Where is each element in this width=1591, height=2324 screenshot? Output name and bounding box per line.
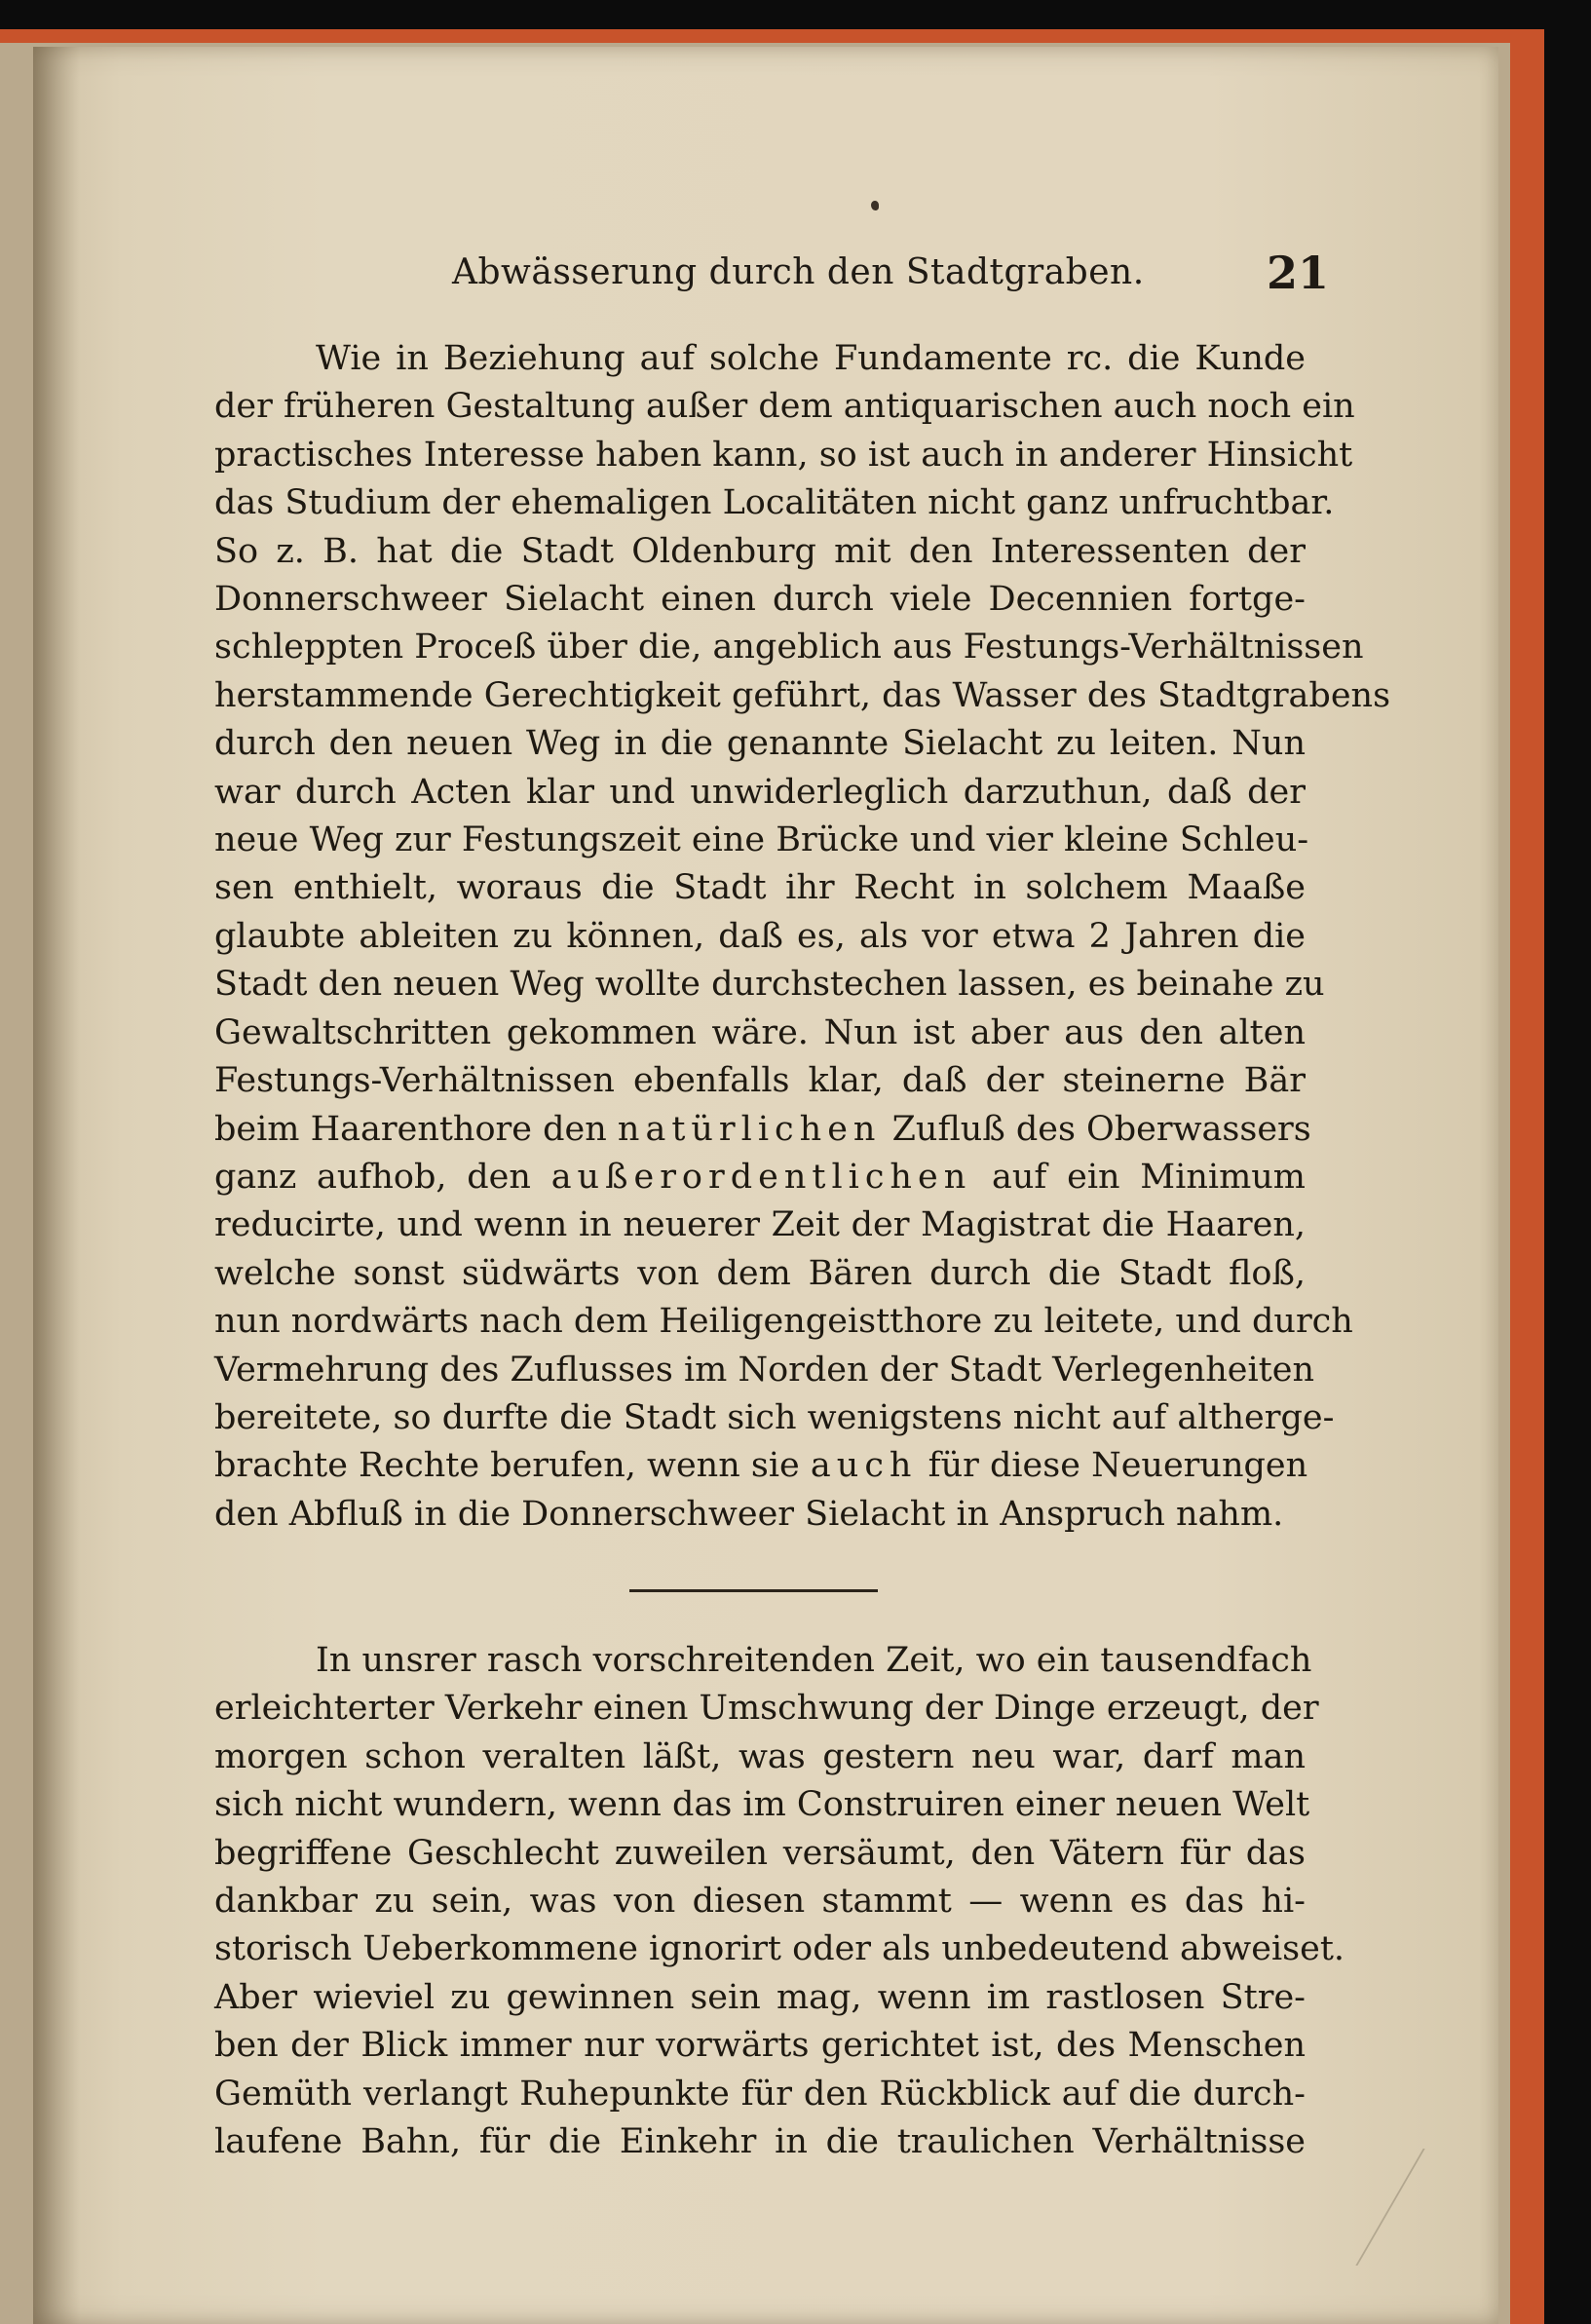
- text-line: das Studium der ehemaligen Localitäten nicht ganz unfruchtbar.: [214, 483, 1335, 523]
- text-line: morgen schon veralten läßt, was gestern neu war, darf man: [214, 1736, 1306, 1776]
- text-line: erleichterter Verkehr einen Umschwung der Dinge erzeugt, der: [214, 1689, 1319, 1729]
- text-line: Wie in Beziehung auf solche Fundamente rc. die Kunde: [316, 339, 1306, 378]
- text-line: den Abfluß in die Donnerschweer Sielacht in Anspruch nahm.: [214, 1494, 1284, 1534]
- paragraph-2-wrapper: [214, 1637, 1345, 2166]
- text-segment: brachte Rechte berufen, wenn sie: [214, 1446, 800, 1486]
- ink-speck: [871, 201, 879, 210]
- emphasized-word: natürlichen: [617, 1109, 882, 1149]
- text-line: practisches Interesse haben kann, so ist auch in anderer Hinsicht: [214, 435, 1353, 475]
- text-line: bereitete, so durfte die Stadt sich wenigstens nicht auf altherge-: [214, 1397, 1335, 1437]
- text-line: glaubte ableiten zu können, daß es, als vor etwa 2 Jahren die: [214, 916, 1306, 956]
- page-corner-crease: [1355, 2149, 1502, 2266]
- emphasized-word: außerordentlichen: [550, 1157, 972, 1197]
- text-line: So z. B. hat die Stadt Oldenburg mit den Interessenten der: [214, 531, 1306, 571]
- text-line: sich nicht wundern, wenn das im Construiren einer neuen Welt: [214, 1785, 1310, 1825]
- text-line: Vermehrung des Zuflusses im Norden der Stadt Verlegenheiten: [214, 1350, 1315, 1390]
- text-segment: auf ein Minimum: [992, 1157, 1306, 1197]
- page-number: 21: [1266, 247, 1329, 299]
- text-segment: ganz aufhob, den: [214, 1157, 531, 1197]
- text-line: sen enthielt, woraus die Stadt ihr Recht in solchem Maaße: [214, 868, 1306, 908]
- text-line: [214, 1154, 1306, 1201]
- text-line: Donnerschweer Sielacht einen durch viele Decennien fortge-: [214, 580, 1306, 620]
- text-line: ben der Blick immer nur vorwärts gerichtet ist, des Menschen: [214, 2026, 1306, 2066]
- text-line: neue Weg zur Festungszeit eine Brücke und vier kleine Schleu-: [214, 820, 1309, 860]
- text-line: dankbar zu sein, was von diesen stammt — wenn es das hi-: [214, 1882, 1306, 1922]
- text-line: Gemüth verlangt Ruhepunkte für den Rückblick auf die durch-: [214, 2074, 1306, 2114]
- emphasized-word: auch: [810, 1446, 918, 1486]
- book-page: [33, 47, 1498, 2324]
- section-divider-rule: [629, 1589, 878, 1592]
- text-line: schleppten Proceß über die, angeblich aus Festungs-Verhältnissen: [214, 628, 1364, 667]
- text-line: war durch Acten klar und unwiderleglich darzuthun, daß der: [214, 772, 1306, 812]
- text-line: durch den neuen Weg in die genannte Sielacht zu leiten. Nun: [214, 724, 1306, 764]
- text-line: Stadt den neuen Weg wollte durchstechen lassen, es beinahe zu: [214, 965, 1325, 1005]
- text-line: In unsrer rasch vorschreitenden Zeit, wo ein tausendfach: [316, 1641, 1312, 1680]
- text-segment: für diese Neuerungen: [928, 1446, 1308, 1486]
- running-title: Abwässerung durch den Stadtgraben.: [452, 252, 1145, 292]
- text-line: laufene Bahn, für die Einkehr in die traulichen Verhältnisse: [214, 2122, 1306, 2162]
- page-gutter-shadow: [33, 47, 80, 2324]
- text-segment: Zufluß des Oberwassers: [891, 1109, 1311, 1149]
- text-line: [214, 1442, 1306, 1490]
- text-segment: beim Haarenthore den: [214, 1109, 607, 1149]
- text-line: Gewaltschritten gekommen wäre. Nun ist aber aus den alten: [214, 1012, 1306, 1052]
- text-line: nun nordwärts nach dem Heiligengeistthore zu leitete, und durch: [214, 1302, 1353, 1342]
- text-line: [214, 1106, 1311, 1154]
- text-line: Aber wieviel zu gewinnen sein mag, wenn im rastlosen Stre-: [214, 1977, 1306, 2017]
- text-line: begriffene Geschlecht zuweilen versäumt, den Vätern für das: [214, 1833, 1306, 1873]
- text-line: reducirte, und wenn in neuerer Zeit der Magistrat die Haaren,: [214, 1205, 1306, 1245]
- paragraph-2: [214, 1637, 1345, 2166]
- text-line: Festungs-Verhältnissen ebenfalls klar, daß der steinerne Bär: [214, 1061, 1306, 1101]
- text-line: herstammende Gerechtigkeit geführt, das Wasser des Stadtgrabens: [214, 675, 1391, 715]
- text-line: der früheren Gestaltung außer dem antiquarischen auch noch ein: [214, 387, 1355, 427]
- text-line: storisch Ueberkommene ignorirt oder als unbedeutend abweiset.: [214, 1929, 1345, 1969]
- page-body: [214, 335, 1391, 2162]
- paragraph-1: [214, 335, 1391, 1539]
- text-line: welche sonst südwärts von dem Bären durch die Stadt floß,: [214, 1253, 1306, 1293]
- page-header: [452, 247, 1329, 305]
